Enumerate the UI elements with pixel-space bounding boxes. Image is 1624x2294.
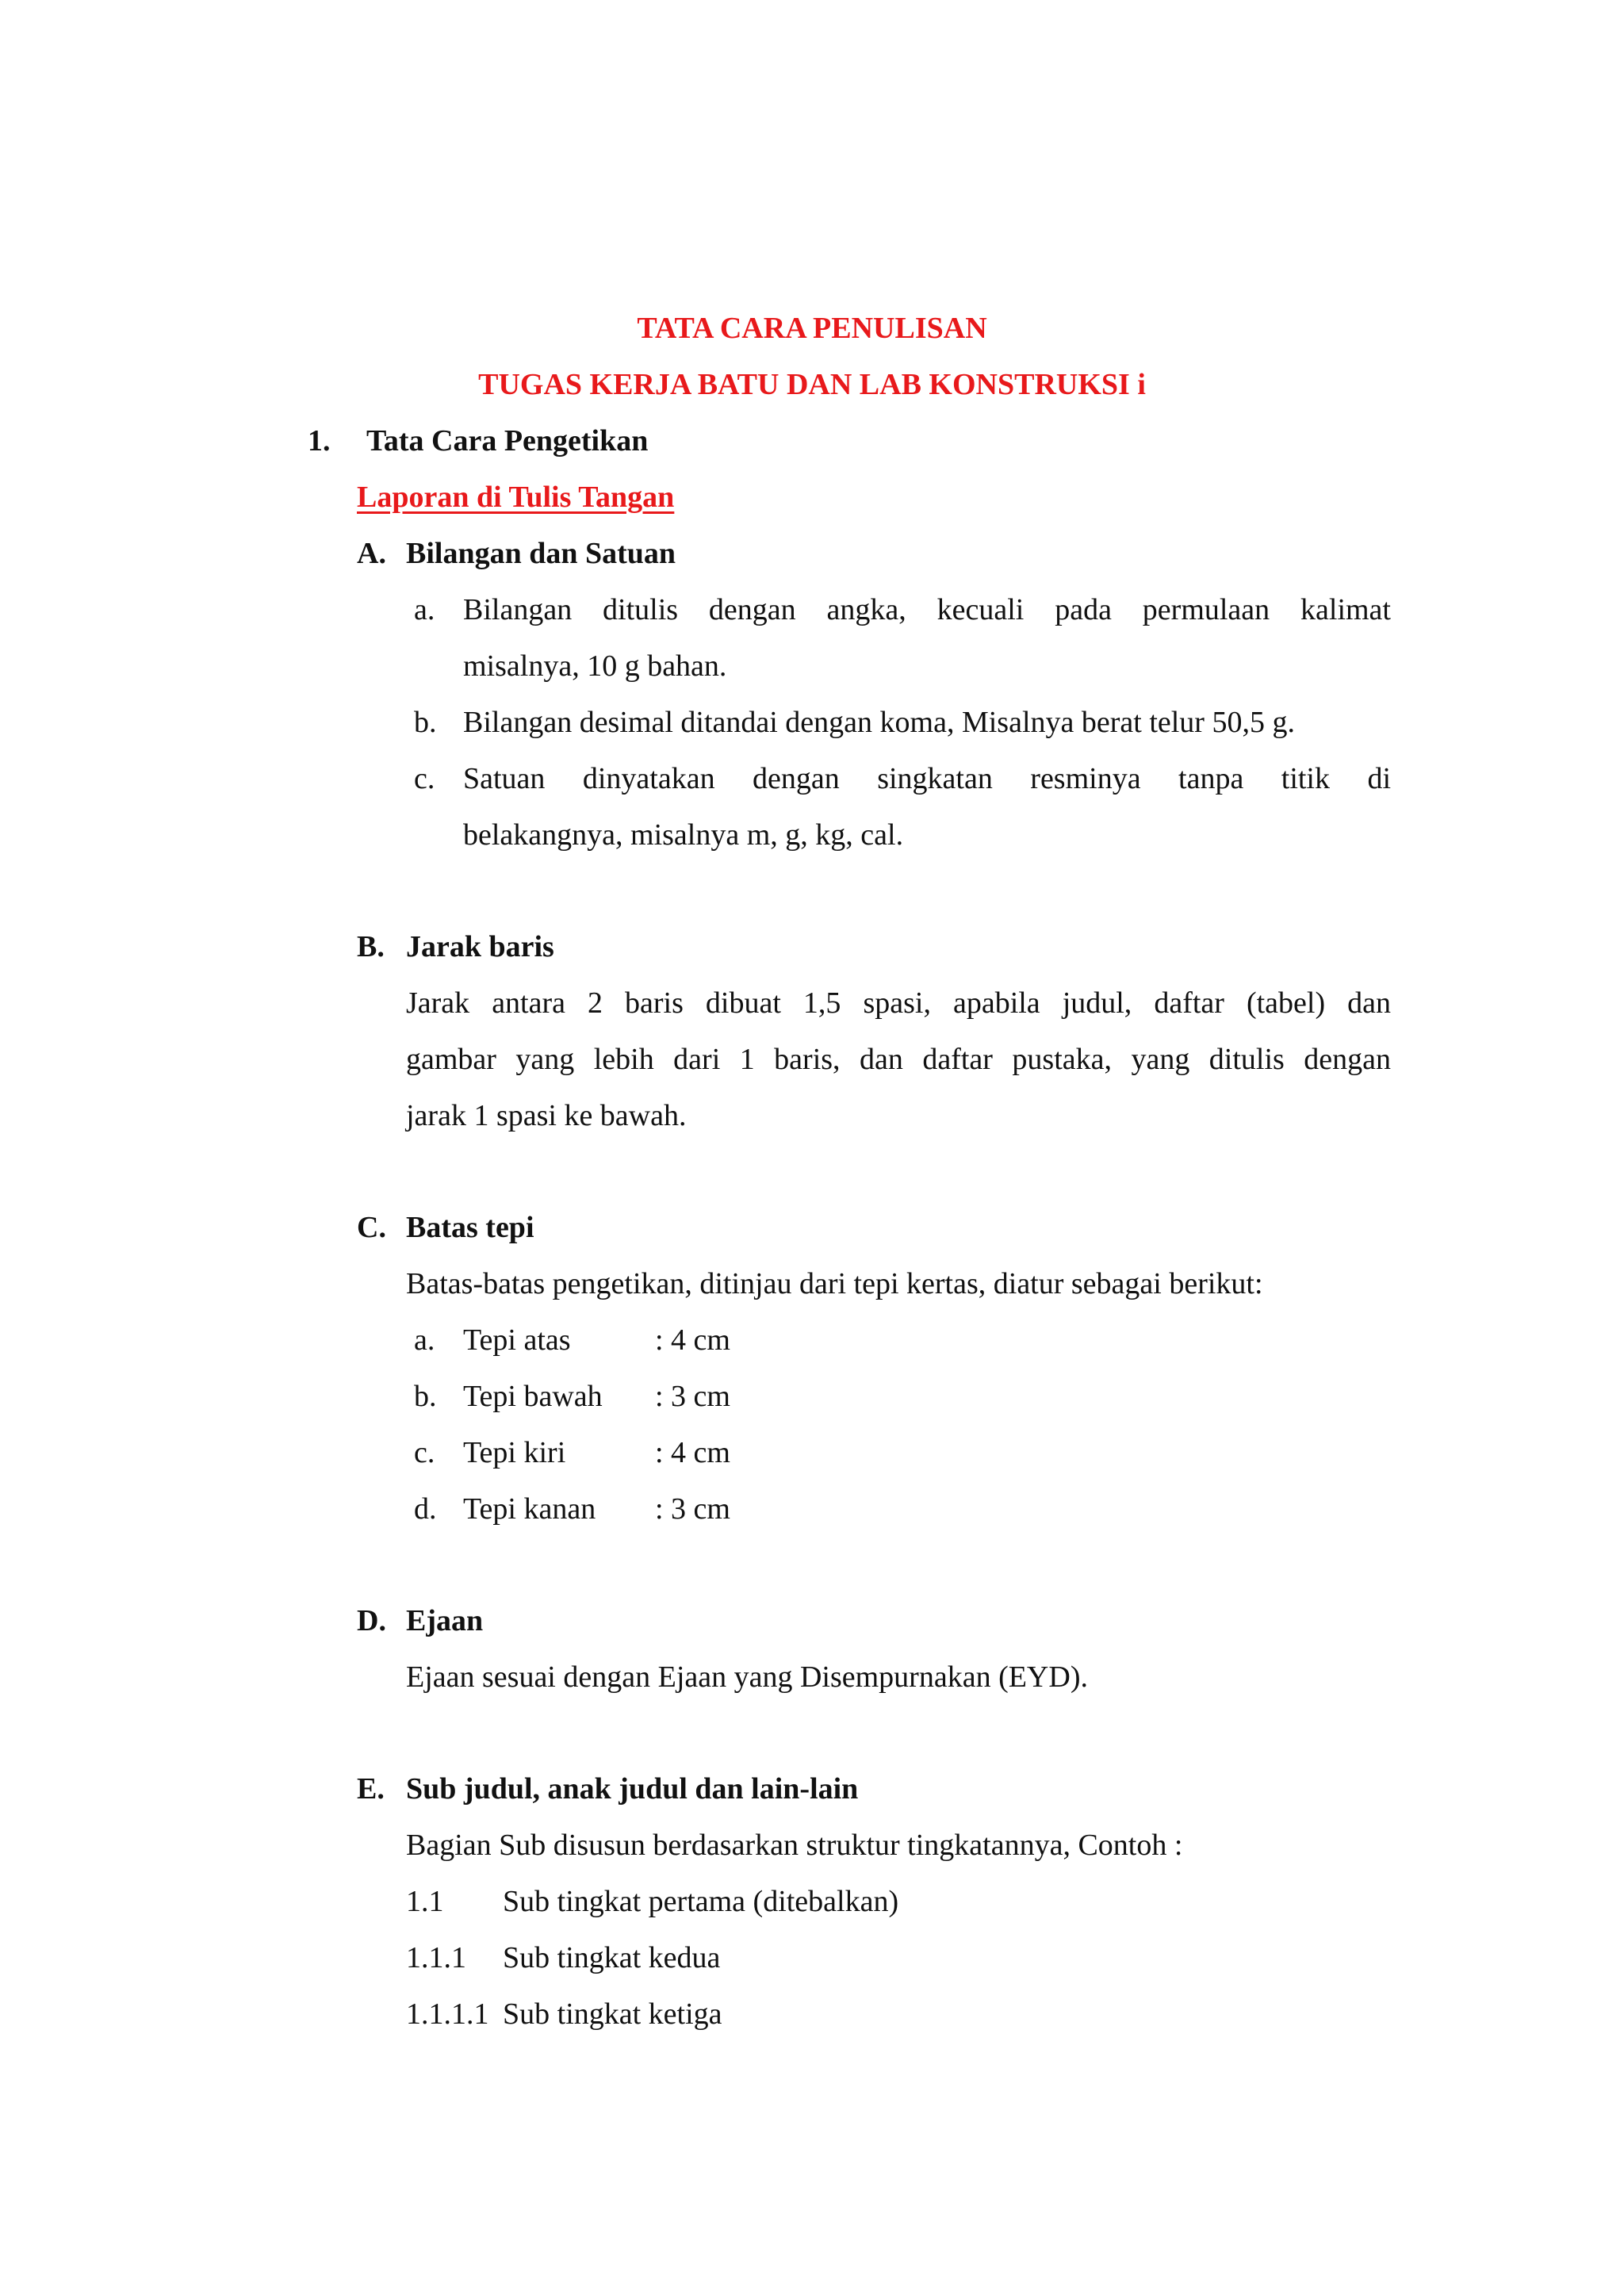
subsection-e-heading: Sub judul, anak judul dan lain-lain xyxy=(406,1772,859,1806)
margin-value: : 4 cm xyxy=(655,1323,730,1357)
list-item-letter: b. xyxy=(414,706,437,739)
document-subtitle: TUGAS KERJA BATU DAN LAB KONSTRUKSI i xyxy=(478,368,1146,401)
sub-level-number: 1.1.1.1 xyxy=(406,1997,489,2031)
paragraph-line: Ejaan sesuai dengan Ejaan yang Disempurnakan (EYD). xyxy=(406,1660,1088,1694)
section-number: 1. xyxy=(308,424,331,458)
paragraph-line: Jarak antara 2 baris dibuat 1,5 spasi, apabila judul, daftar (tabel) dan xyxy=(406,986,1391,1020)
subsection-a-heading: Bilangan dan Satuan xyxy=(406,537,676,570)
margin-label: Tepi bawah xyxy=(463,1380,603,1413)
margin-label: Tepi kanan xyxy=(463,1492,596,1526)
paragraph-line: jarak 1 spasi ke bawah. xyxy=(406,1099,687,1132)
list-item-letter: c. xyxy=(414,1436,435,1469)
list-item-text-cont: belakangnya, misalnya m, g, kg, cal. xyxy=(463,818,904,852)
margin-value: : 3 cm xyxy=(655,1492,730,1526)
subsection-c-heading: Batas tepi xyxy=(406,1211,534,1244)
paragraph-line: gambar yang lebih dari 1 baris, dan daftar pustaka, yang ditulis dengan xyxy=(406,1043,1391,1076)
list-item-letter: b. xyxy=(414,1380,437,1413)
list-item-text: Satuan dinyatakan dengan singkatan resminya tanpa titik di xyxy=(463,762,1391,795)
list-item-text-cont: misalnya, 10 g bahan. xyxy=(463,649,727,683)
subsection-e-letter: E. xyxy=(357,1772,385,1806)
paragraph-line: Bagian Sub disusun berdasarkan struktur tingkatannya, Contoh : xyxy=(406,1829,1183,1862)
list-item-letter: a. xyxy=(414,1323,435,1357)
margin-label: Tepi atas xyxy=(463,1323,571,1357)
list-item-letter: a. xyxy=(414,593,435,626)
sub-level-text: Sub tingkat ketiga xyxy=(503,1997,722,2031)
list-item-letter: c. xyxy=(414,762,435,795)
subsection-d-heading: Ejaan xyxy=(406,1604,484,1637)
section-heading: Tata Cara Pengetikan xyxy=(366,424,649,458)
subsection-b-heading: Jarak baris xyxy=(406,930,554,963)
list-item-text: Bilangan ditulis dengan angka, kecuali pada permulaan kalimat xyxy=(463,593,1391,626)
list-item-letter: d. xyxy=(414,1492,437,1526)
paragraph-line: Batas-batas pengetikan, ditinjau dari tepi kertas, diatur sebagai berikut: xyxy=(406,1267,1263,1300)
sub-level-text: Sub tingkat pertama (ditebalkan) xyxy=(503,1885,899,1918)
sub-level-text: Sub tingkat kedua xyxy=(503,1941,721,1974)
document-title: TATA CARA PENULISAN xyxy=(637,312,987,345)
subsection-c-letter: C. xyxy=(357,1211,386,1244)
section-subtitle: Laporan di Tulis Tangan xyxy=(357,481,675,514)
subsection-a-letter: A. xyxy=(357,537,386,570)
list-item-text: Bilangan desimal ditandai dengan koma, Misalnya berat telur 50,5 g. xyxy=(463,706,1295,739)
margin-value: : 4 cm xyxy=(655,1436,730,1469)
subsection-d-letter: D. xyxy=(357,1604,386,1637)
margin-label: Tepi kiri xyxy=(463,1436,566,1469)
margin-value: : 3 cm xyxy=(655,1380,730,1413)
subsection-b-letter: B. xyxy=(357,930,385,963)
sub-level-number: 1.1 xyxy=(406,1885,444,1918)
sub-level-number: 1.1.1 xyxy=(406,1941,466,1974)
